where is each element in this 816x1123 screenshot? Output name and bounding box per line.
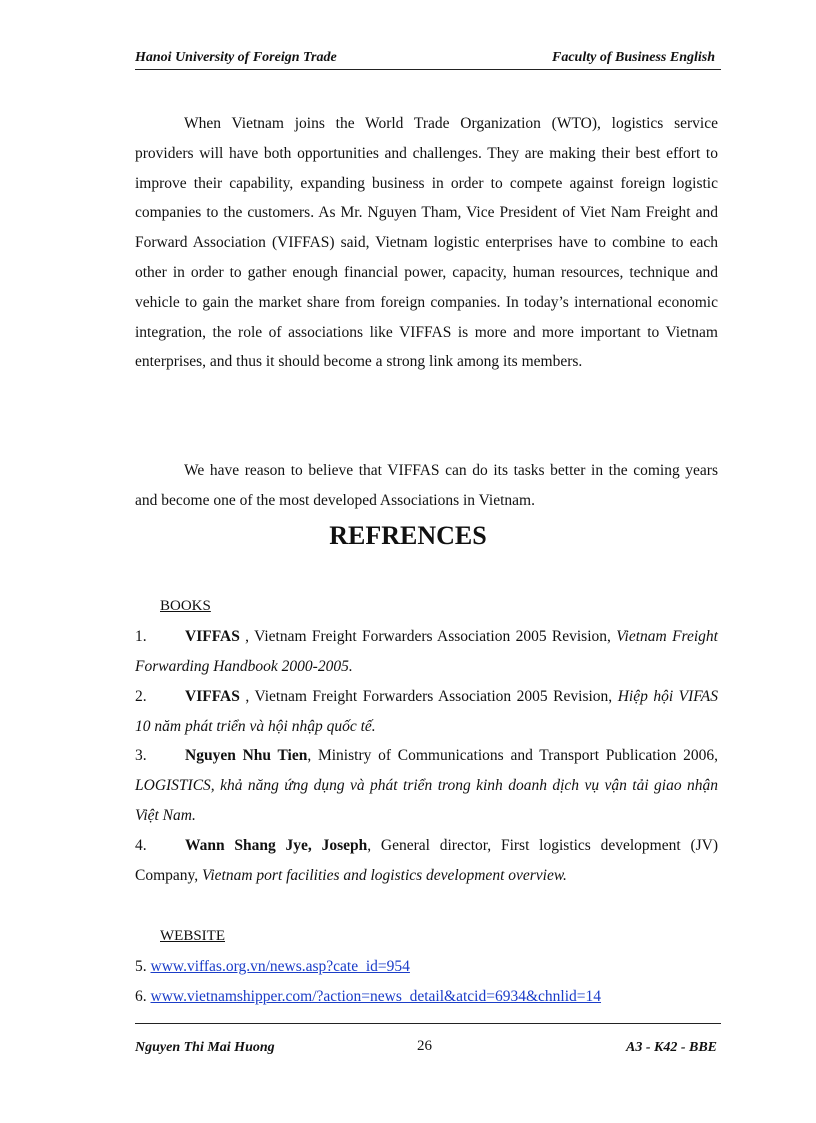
website-link[interactable]: www.viffas.org.vn/news.asp?cate_id=954 — [150, 958, 410, 975]
reference-number: 3. — [135, 747, 147, 764]
body-paragraph-1: When Vietnam joins the World Trade Organization (WTO), logistics service providers will have both opportunities and challenges. They are making their best effort to improve their capability, expanding business in order to compete against foreign logistic companies to the customers. As Mr. Nguyen Tham, Vice President of Viet Nam Freight and Forward Association (VIFFAS) said, Vietnam logistic enterprises have to combine to each other in order to gather enough financial power, capacity, human resources, technique and vehicle to gain the market share from foreign companies. In today’s international economic integration, the role of associations like VIFFAS is more and more important to Vietnam enterprises, and thus it should become a strong link among its members. — [135, 115, 718, 371]
reference-author: Nguyen Nhu Tien — [185, 747, 308, 764]
references-title: REFRENCES — [329, 521, 487, 550]
header-university: Hanoi University of Foreign Trade — [135, 50, 337, 65]
website-item — [135, 988, 601, 1006]
books-section-label: BOOKS — [160, 598, 211, 614]
reference-item — [135, 831, 718, 891]
reference-item — [135, 682, 718, 742]
page-footer — [135, 1023, 721, 1054]
reference-author: Wann Shang Jye, Joseph — [185, 837, 368, 854]
reference-details: , Vietnam Freight Forwarders Association 2005 Revision, — [239, 688, 618, 705]
reference-title: Hiệp hội VIFAS 10 năm phát triển và hội nhập quốc tế. — [135, 688, 718, 735]
website-number: 6. — [135, 988, 147, 1005]
website-item — [135, 958, 410, 976]
reference-title: Vietnam Freight Forwarding Handbook 2000-2005. — [135, 628, 718, 675]
page-header — [135, 50, 721, 70]
reference-author: VIFFAS — [185, 628, 240, 645]
footer-class: A3 - K42 - BBE — [625, 1040, 717, 1055]
page-number: 26 — [417, 1038, 432, 1054]
reference-item — [135, 741, 718, 830]
reference-details: , General director, First logistics development (JV) Company, — [135, 837, 719, 884]
footer-author: Nguyen Thi Mai Huong — [135, 1040, 275, 1055]
reference-number: 1. — [135, 628, 147, 645]
website-section-label: WEBSITE — [160, 928, 225, 944]
reference-author: VIFFAS — [185, 688, 240, 705]
reference-number: 2. — [135, 688, 147, 705]
body-paragraph-2: We have reason to believe that VIFFAS can do its tasks better in the coming years and become one of the most developed Associations in Vietnam. — [135, 462, 718, 509]
reference-item — [135, 622, 718, 682]
reference-title: LOGISTICS, khả năng ứng dụng và phát triển trong kinh doanh dịch vụ vận tải giao nhận Việt Nam. — [135, 776, 718, 824]
reference-number: 4. — [135, 837, 147, 854]
reference-title: Vietnam port facilities and logistics development overview. — [202, 866, 567, 884]
website-number: 5. — [135, 958, 147, 975]
reference-details: , Ministry of Communications and Transport Publication 2006, — [307, 747, 718, 764]
reference-details: , Vietnam Freight Forwarders Association 2005 Revision, — [239, 628, 617, 645]
header-faculty: Faculty of Business English — [552, 50, 715, 65]
website-link[interactable]: www.vietnamshipper.com/?action=news_detail&atcid=6934&chnlid=14 — [150, 988, 602, 1005]
